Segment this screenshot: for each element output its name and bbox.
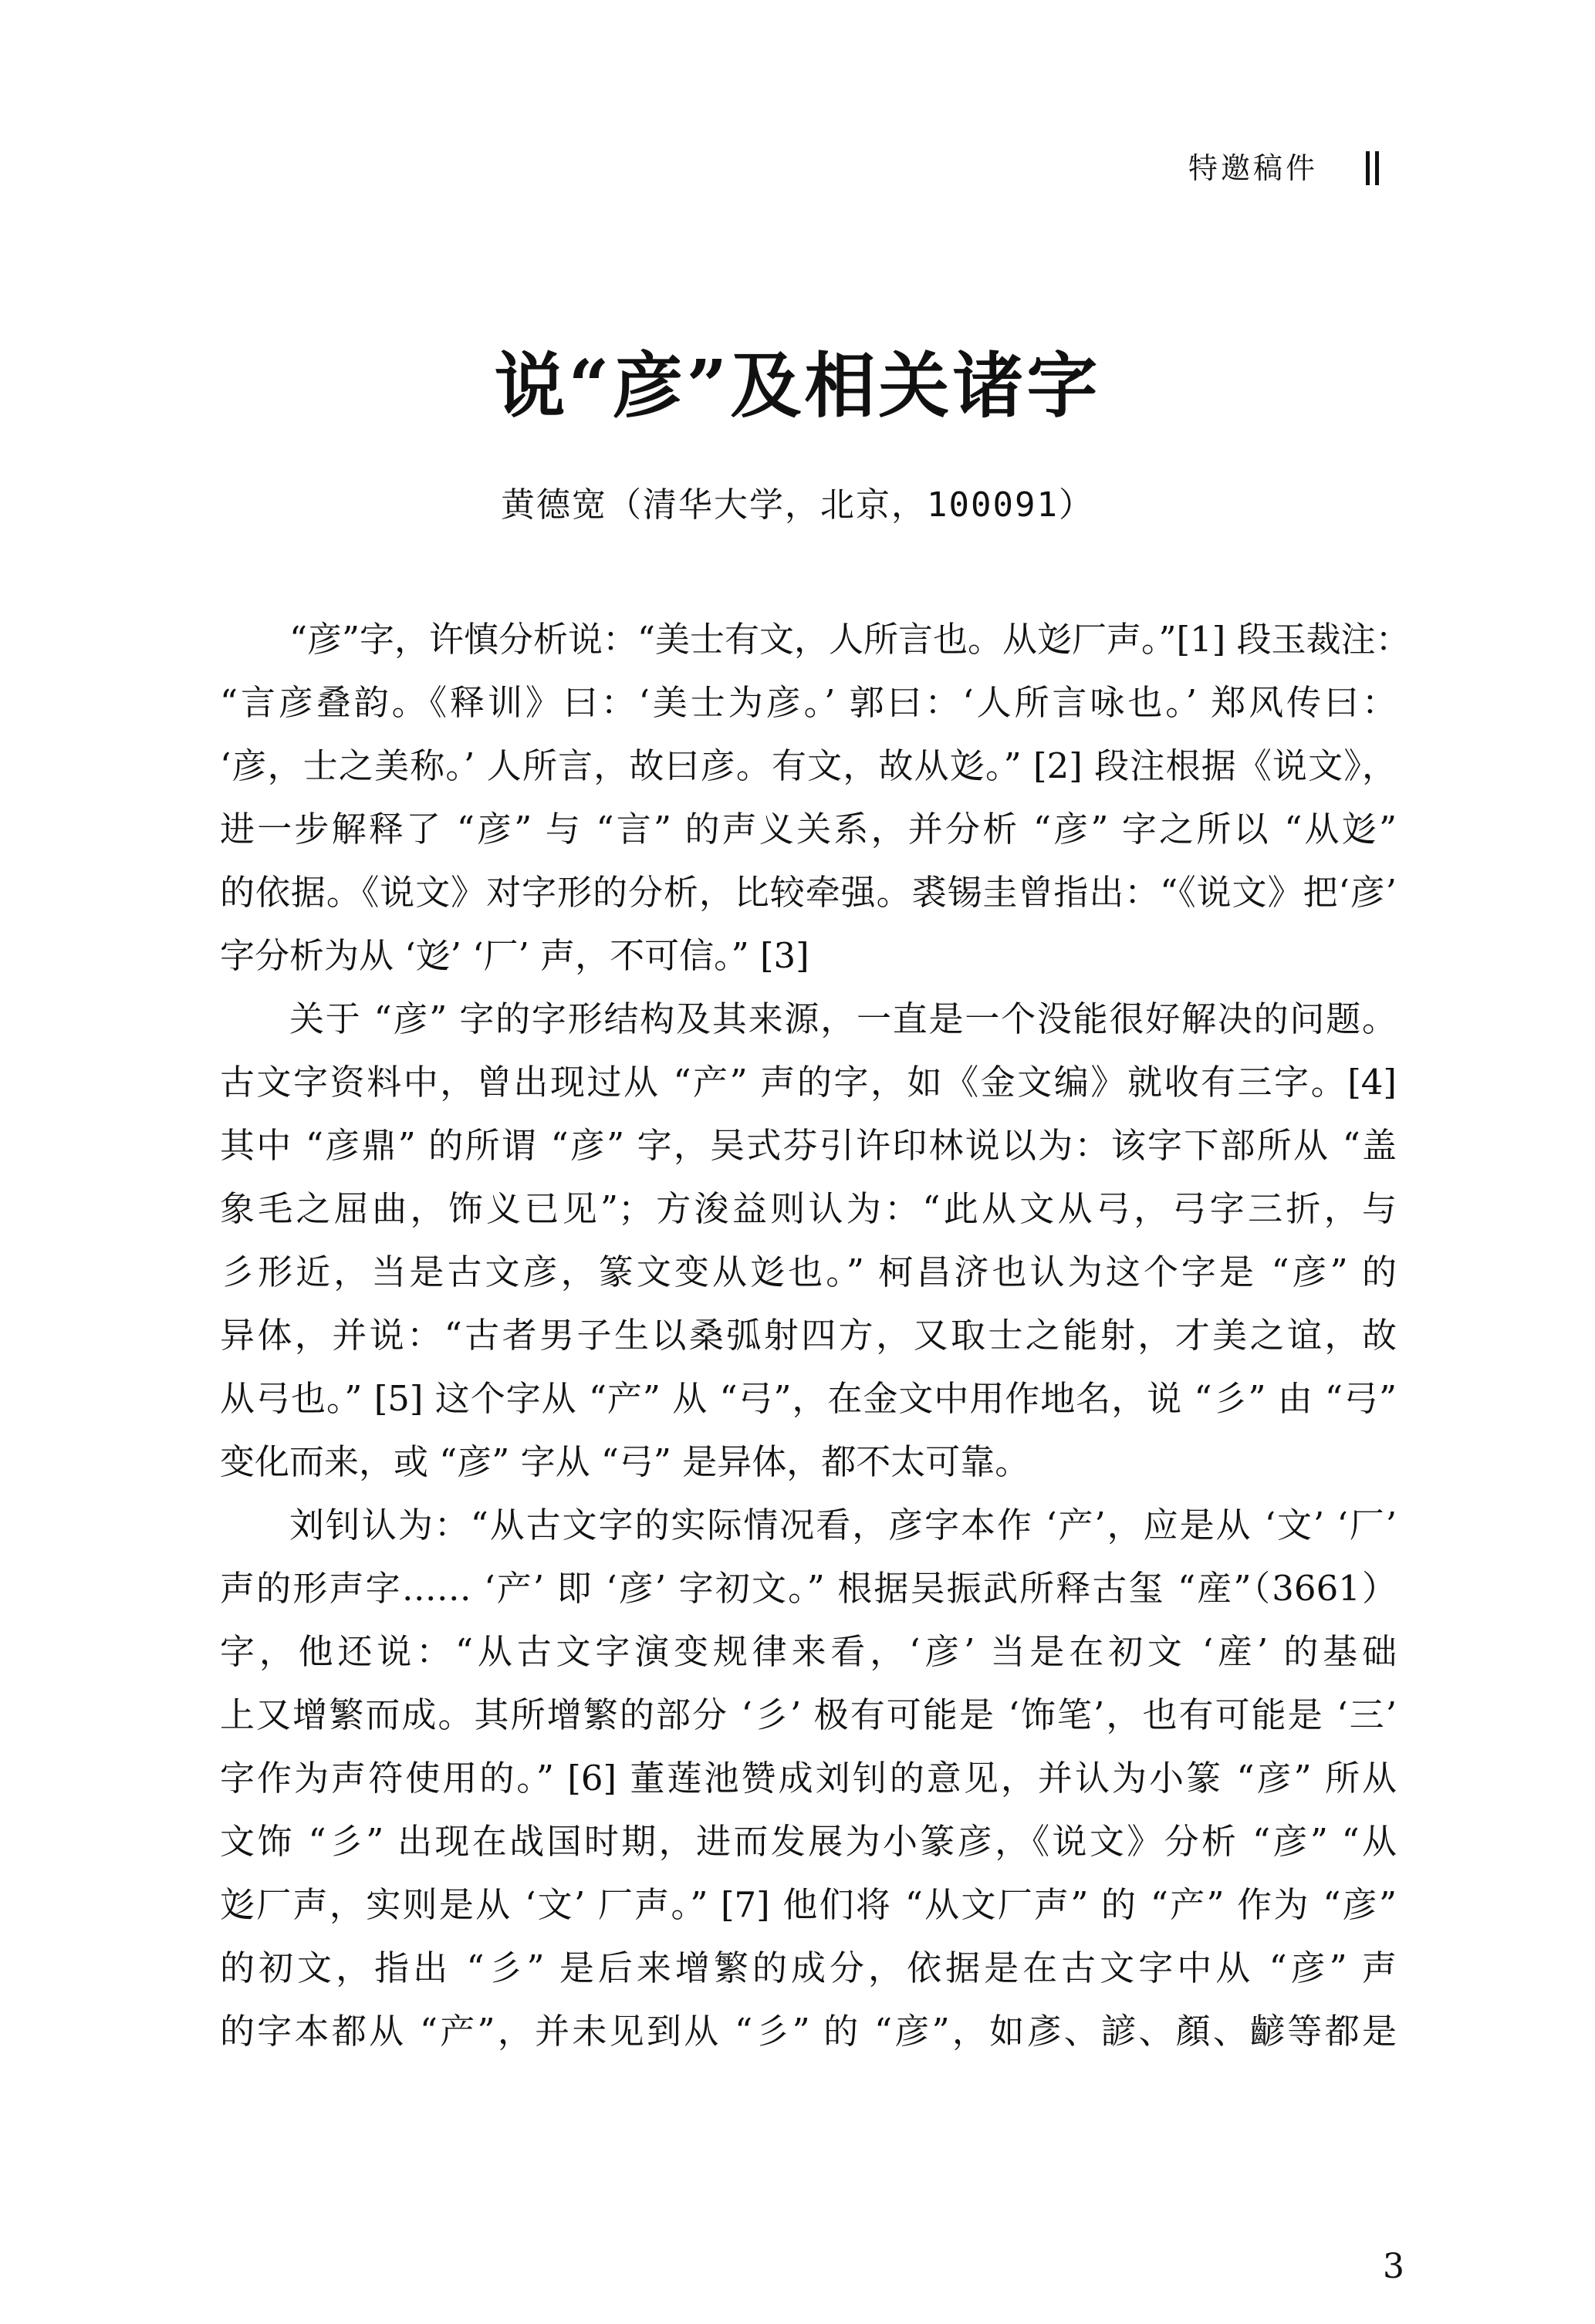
body-line: 字分析为从 ‘彣’ ‘厂’ 声，不可信。” [3] [220,935,809,976]
body-line: 进一步解释了 “彦” 与 “言” 的声义关系，并分析 “彦” 字之所以 “从彣” [220,809,1397,850]
body-line: 的初文，指出 “彡” 是后来增繁的成分，依据是在古文字中从 “彦” 声 [220,1947,1397,1988]
body-line: 异体，并说：“古者男子生以桑弧射四方，又取士之能射，才美之谊，故 [220,1315,1397,1356]
running-head [1188,145,1420,191]
body-line: 的依据。《说文》对字形的分析，比较牵强。裘锡圭曾指出：“《说文》把‘彦’ [220,872,1397,913]
body-line: 彡形近，当是古文彦，篆文变从彣也。” 柯昌济也认为这个字是 “彦” 的 [220,1252,1397,1292]
double-bar-mark [1366,151,1383,185]
body-line: 从弓也。” [5] 这个字从 “产” 从 “弓”，在金文中用作地名，说 “彡” 由 “弓” [220,1378,1397,1419]
body-line: 字，他还说：“从古文字演变规律来看，‘彦’ 当是在初文 ‘産’ 的基础 [220,1631,1397,1672]
body-line: 的字本都从 “产”，并未见到从 “彡” 的 “彦”，如彥、諺、顏、齴等都是 [220,2011,1397,2052]
body-line: 声的形声字…… ‘产’ 即 ‘彦’ 字初文。” 根据吴振武所释古玺 “産”（3661） [220,1568,1397,1609]
body-line: 文饰 “彡” 出现在战国时期，进而发展为小篆彦，《说文》分析 “彦” “从 [220,1821,1397,1862]
article-title: 说“彦”及相关诸字 [494,344,1101,427]
body-line: 象毛之屈曲，饰义已见”；方浚益则认为：“此从文从弓，弓字三折，与 [220,1188,1397,1229]
page-number: 3 [1383,2247,1404,2286]
body-line: “言彦叠韵。《释训》曰：‘美士为彦。’ 郭曰：‘人所言咏也。’ 郑风传曰： [220,682,1397,723]
body-line: 古文字资料中，曾出现过从 “产” 声的字，如《金文编》就收有三字。[4] [220,1062,1397,1103]
author-affiliation: 黄德宽（清华大学，北京，100091） [501,485,1094,525]
running-head-text: 特邀稿件 [1188,151,1319,185]
body-line: 刘钊认为：“从古文字的实际情况看，彦字本作 ‘产’，应是从 ‘文’ ‘厂’ [289,1505,1397,1545]
body-line: 关于 “彦” 字的字形结构及其来源，一直是一个没能很好解决的问题。 [289,998,1397,1039]
article-body [220,608,1411,2063]
body-line: ‘彦，士之美称。’ 人所言，故曰彦。有文，故从彣。” [2] 段注根据《说文》， [220,745,1397,786]
body-line: 其中 “彦鼎” 的所谓 “彦” 字，吴式芬引许印林说以为：该字下部所从 “盖 [220,1125,1397,1166]
body-line: 上又增繁而成。其所增繁的部分 ‘彡’ 极有可能是 ‘饰笔’，也有可能是 ‘三’ [220,1694,1397,1735]
body-line: 彣厂声，实则是从 ‘文’ 厂声。” [7] 他们将 “从文厂声” 的 “产” 作为 “彦” [220,1884,1397,1925]
body-line: 变化而来，或 “彦” 字从 “弓” 是异体，都不太可靠。 [220,1441,1030,1482]
body-line: 字作为声符使用的。” [6] 董莲池赞成刘钊的意见，并认为小篆 “彦” 所从 [220,1758,1397,1799]
body-line: “彦”字，许慎分析说：“美士有文，人所言也。从彣厂声。”[1] 段玉裁注： [289,619,1411,660]
